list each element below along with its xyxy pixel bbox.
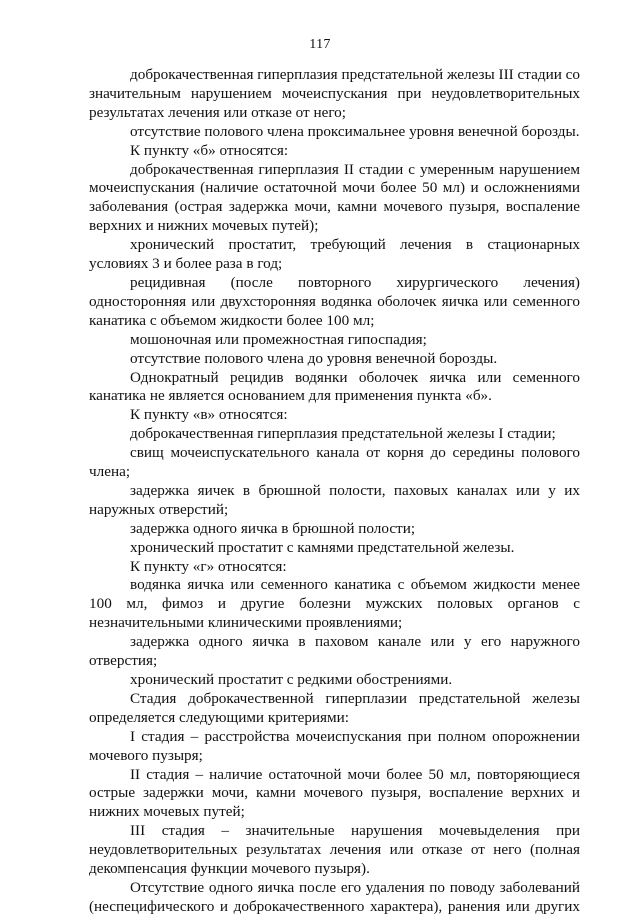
paragraph: отсутствие полового члена до уровня венечной борозды. xyxy=(130,349,498,367)
paragraph: водянка яичка или семенного канатика с объемом жидкости менее 100 мл, фимоз и другие болезни мужских половых органов с незначительными клиническими проявлениями; xyxy=(89,576,580,632)
paragraph: свищ мочеиспускательного канала от корня до середины полового члена; xyxy=(89,444,580,481)
paragraph: доброкачественная гиперплазия предстательной железы III стадии со значительным нарушением мочеиспускания при неудовлетворительных результатах лечения или отказе от него; xyxy=(89,66,580,121)
paragraph: отсутствие полового члена проксимальнее уровня венечной борозды. xyxy=(130,122,580,140)
paragraph: доброкачественная гиперплазия II стадии с умеренным нарушением мочеиспускания (наличие остаточной мочи более 50 мл) и осложнениями заболевания (острая задержка мочи, камни мочевого пузыря, воспаление верхних и нижних мочевых путей); xyxy=(89,160,580,235)
document-body xyxy=(89,66,580,917)
paragraph: хронический простатит, требующий лечения в стационарных условиях 3 и более раза в год; xyxy=(89,236,580,273)
paragraph: хронический простатит с камнями предстательной железы. xyxy=(130,538,515,556)
paragraph: III стадия – значительные нарушения мочевыделения при неудовлетворительных результатах лечения или отказе от него (полная декомпенсация функции мочевого пузыря). xyxy=(89,822,580,878)
paragraph: Стадия доброкачественной гиперплазии предстательной железы определяется следующими критериями: xyxy=(89,689,580,726)
paragraph: К пункту «в» относятся: xyxy=(130,406,288,424)
paragraph: Отсутствие одного яичка после его удаления по поводу заболеваний (неспецифического и доброкачественного характера), ранения или других xyxy=(89,878,580,915)
paragraph: задержка одного яичка в паховом канале или у его наружного отверстия; xyxy=(89,633,580,670)
paragraph: рецидивная (после повторного хирургического лечения) односторонняя или двухсторонняя водянка оболочек яичка или семенного канатика с объемом жидкости более 100 мл; xyxy=(89,273,580,329)
paragraph: II стадия – наличие остаточной мочи более 50 мл, повторяющиеся острые задержки мочи, камни мочевого пузыря, воспаление верхних и нижних мочевых путей; xyxy=(89,765,580,821)
paragraph: доброкачественная гиперплазия предстательной железы I стадии; xyxy=(130,425,556,443)
paragraph: К пункту «г» относятся: xyxy=(130,557,287,575)
paragraph: К пункту «б» относятся: xyxy=(130,141,289,159)
paragraph: задержка яичек в брюшной полости, паховых каналах или у их наружных отверстий; xyxy=(89,481,580,518)
paragraph: Однократный рецидив водянки оболочек яичка или семенного канатика не является основанием для применения пункта «б». xyxy=(89,368,580,405)
paragraph: I стадия – расстройства мочеиспускания при полном опорожнении мочевого пузыря; xyxy=(89,727,580,764)
paragraph: задержка одного яичка в брюшной полости; xyxy=(130,519,416,537)
paragraph: мошоночная или промежностная гипоспадия; xyxy=(130,330,427,348)
paragraph: хронический простатит с редкими обострениями. xyxy=(130,671,453,688)
page-number: 117 xyxy=(309,37,331,52)
